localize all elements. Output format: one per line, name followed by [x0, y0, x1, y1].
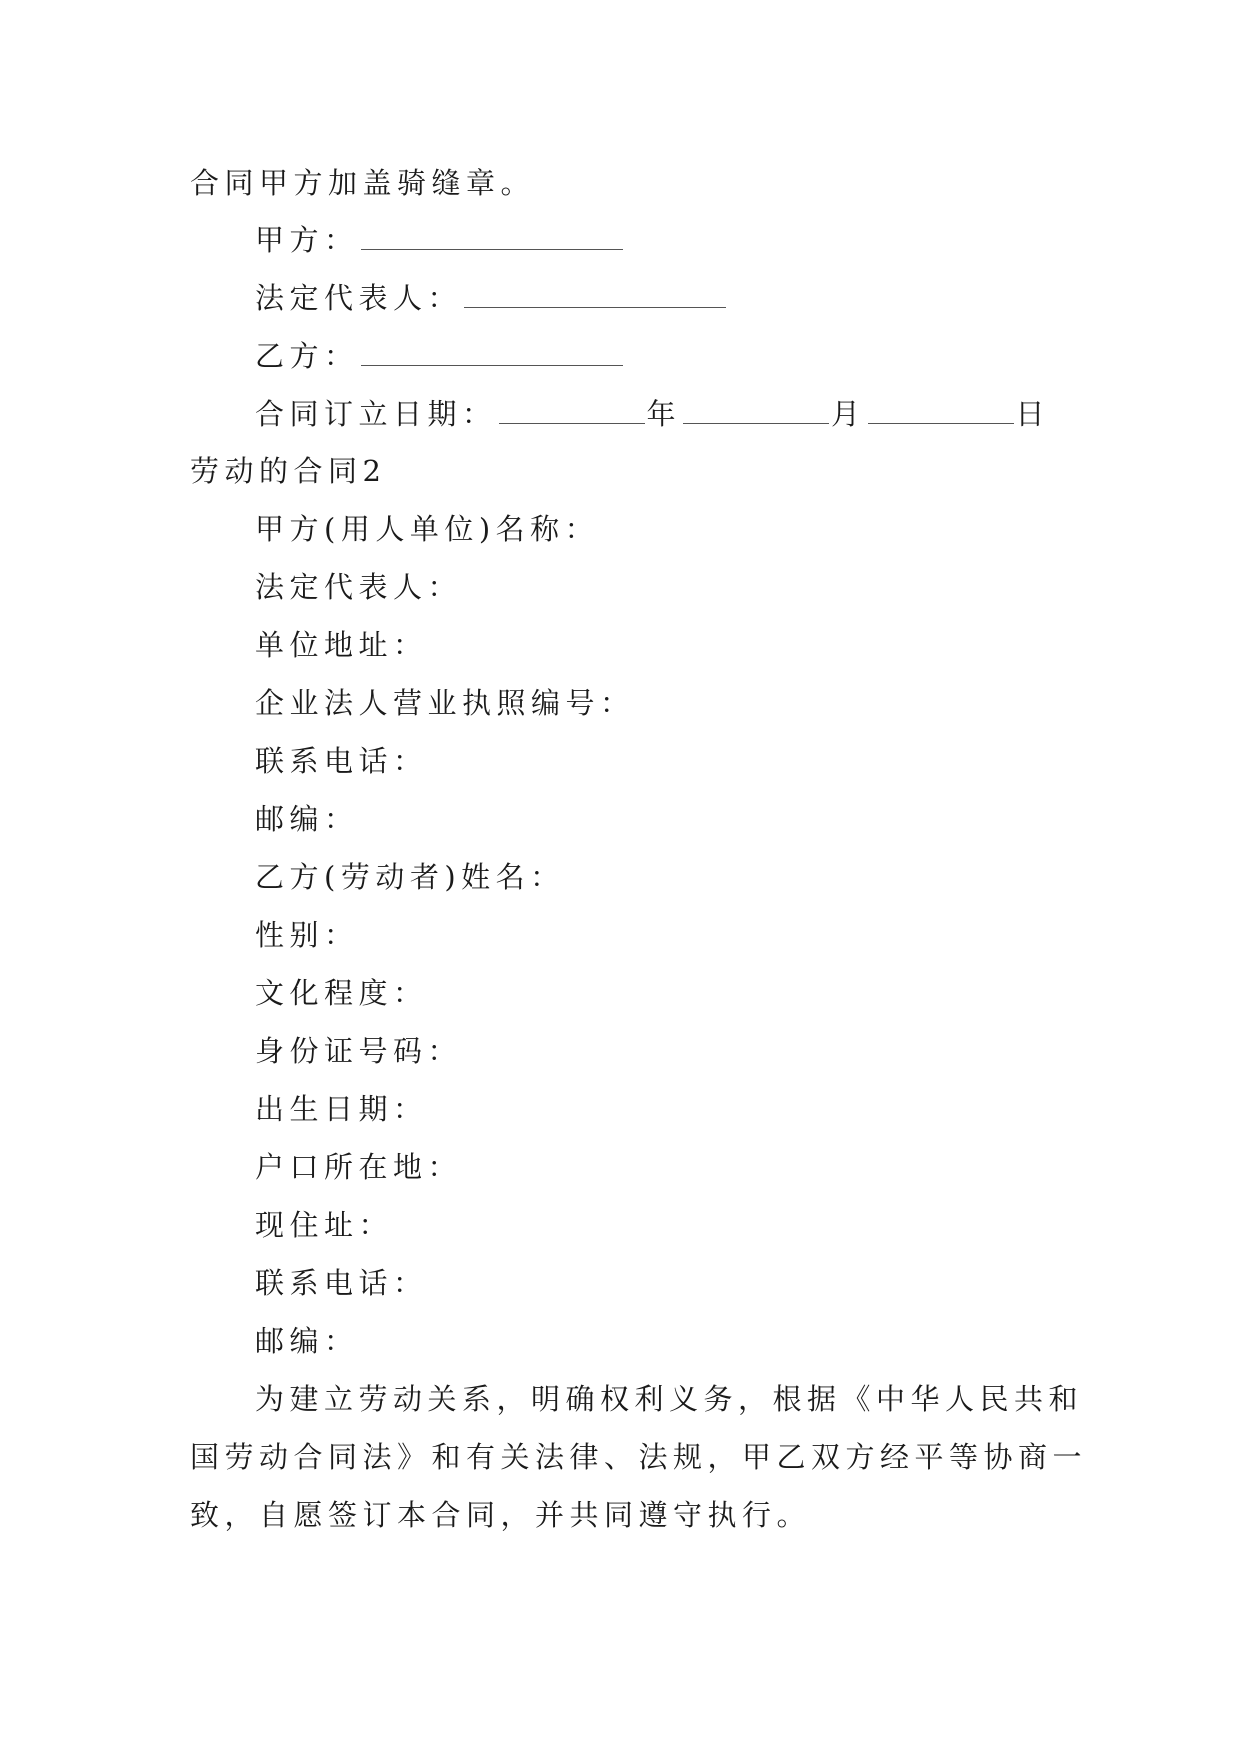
employee-phone-field: 联系电话： — [255, 1266, 428, 1300]
party-a-label: 甲方： — [255, 223, 359, 257]
party-a-blank — [361, 225, 623, 250]
legal-rep-blank — [464, 283, 726, 308]
month-label: 月 — [831, 397, 866, 431]
year-blank — [499, 399, 645, 424]
preamble-line-1: 为建立劳动关系，明确权利义务，根据《中华人民共和 — [255, 1382, 1084, 1416]
party-a-signature-line — [255, 220, 625, 260]
month-blank — [683, 399, 829, 424]
party-b-signature-line — [255, 336, 625, 376]
seal-note: 合同甲方加盖骑缝章。 — [190, 166, 536, 200]
gender-field: 性别： — [255, 918, 359, 952]
employer-address-field: 单位地址： — [255, 628, 428, 662]
preamble-line-3: 致，自愿签订本合同，并共同遵守执行。 — [190, 1498, 812, 1532]
party-b-label: 乙方： — [255, 339, 359, 373]
day-blank — [868, 399, 1014, 424]
current-address-field: 现住址： — [255, 1208, 394, 1242]
birth-date-field: 出生日期： — [255, 1092, 428, 1126]
employer-legal-rep-field: 法定代表人： — [255, 570, 463, 604]
employer-name-field: 甲方(用人单位)名称： — [255, 512, 600, 546]
contract-date-label: 合同订立日期： — [255, 397, 497, 431]
party-b-blank — [361, 341, 623, 366]
license-number-field: 企业法人营业执照编号： — [255, 686, 635, 720]
day-label: 日 — [1015, 397, 1051, 431]
hukou-field: 户口所在地： — [255, 1150, 463, 1184]
preamble-line-2: 国劳动合同法》和有关法律、法规，甲乙双方经平等协商一 — [190, 1440, 1088, 1474]
employee-zip-field: 邮编： — [255, 1324, 359, 1358]
education-field: 文化程度： — [255, 976, 428, 1010]
year-label: 年 — [646, 397, 682, 431]
id-number-field: 身份证号码： — [255, 1034, 463, 1068]
contract-date-line — [255, 394, 1050, 434]
employer-zip-field: 邮编： — [255, 802, 359, 836]
employer-phone-field: 联系电话： — [255, 744, 428, 778]
legal-rep-signature-line — [255, 278, 728, 318]
employee-name-field: 乙方(劳动者)姓名： — [255, 860, 565, 894]
legal-rep-label: 法定代表人： — [255, 281, 463, 315]
contract-title: 劳动的合同2 — [190, 454, 387, 488]
